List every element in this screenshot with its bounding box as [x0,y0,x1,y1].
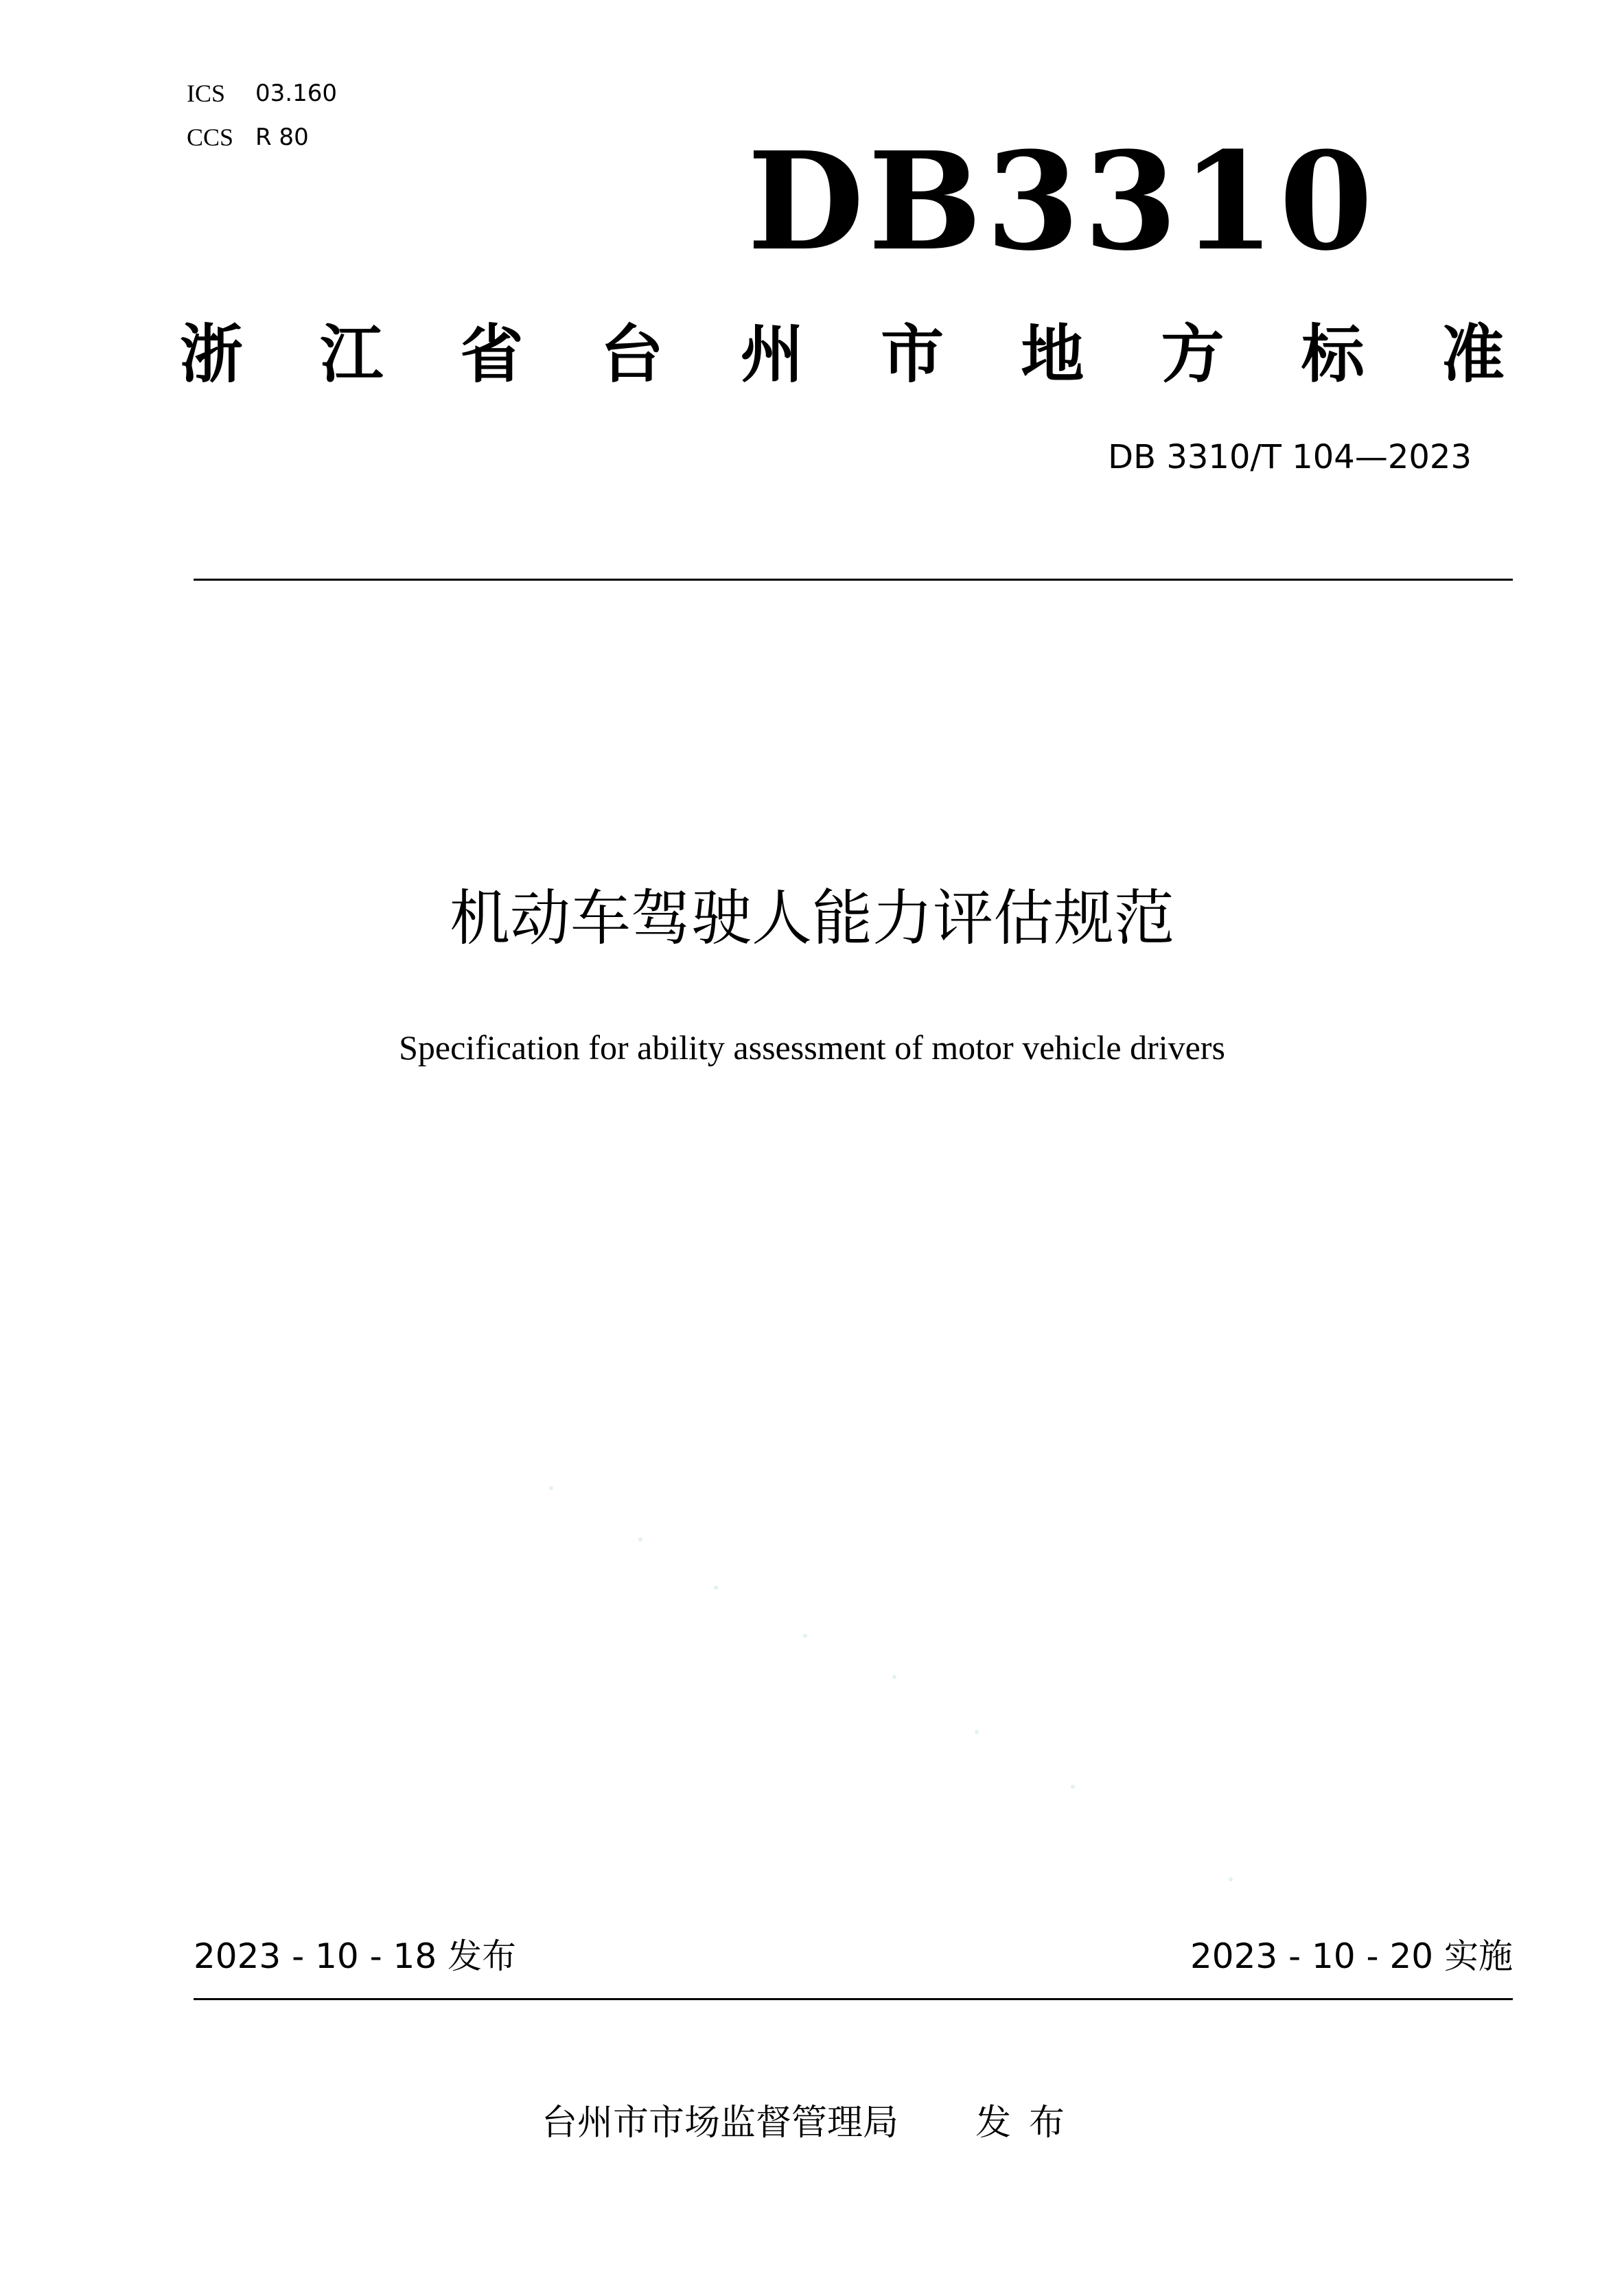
watermark-dot [1071,1785,1075,1789]
local-standard-code: DB3310 [747,123,1377,281]
title-english: Specification for ability assessment of motor vehicle drivers [399,1028,1225,1067]
issuer [0,2102,1624,2144]
implement-date: 2023 - 10 - 20 实施 [1190,1936,1513,1976]
standard-type-char: 省 [460,318,524,391]
standard-type-char: 州 [740,318,804,391]
standard-type-char: 江 [320,318,384,391]
issuer-name: 台州市市场监督管理局 [541,2102,898,2144]
watermark-dot [803,1634,807,1638]
watermark-dot [638,1538,642,1542]
publish-date: 2023 - 10 - 18 发布 [194,1936,517,1976]
standard-type-char: 浙 [180,318,244,391]
watermark-dot [1229,1877,1233,1881]
ccs-row [187,117,309,158]
watermark-dot [714,1586,718,1590]
standard-type-char: 地 [1021,318,1084,391]
issuer-suffix: 发布 [975,2102,1083,2144]
ccs-label: CCS [187,124,234,151]
title-chinese: 机动车驾驶人能力评估规范 [449,883,1174,953]
standard-type-char: 台 [600,318,664,391]
header-divider [194,579,1513,581]
ccs-value: R 80 [255,124,309,151]
standard-type-char: 市 [881,318,944,391]
watermark-dot [892,1675,896,1679]
watermark-dot [549,1486,553,1490]
date-divider [194,1998,1513,2000]
ics-row [187,73,337,114]
ics-value: 03.160 [255,80,337,107]
standard-type-char: 方 [1161,318,1225,391]
standard-type-char: 准 [1441,318,1505,391]
standard-number: DB 3310/T 104—2023 [1108,438,1472,476]
ics-label: ICS [187,80,226,107]
standard-type-char: 标 [1301,318,1365,391]
standard-type-heading [180,310,1505,399]
watermark-dot [975,1730,979,1734]
